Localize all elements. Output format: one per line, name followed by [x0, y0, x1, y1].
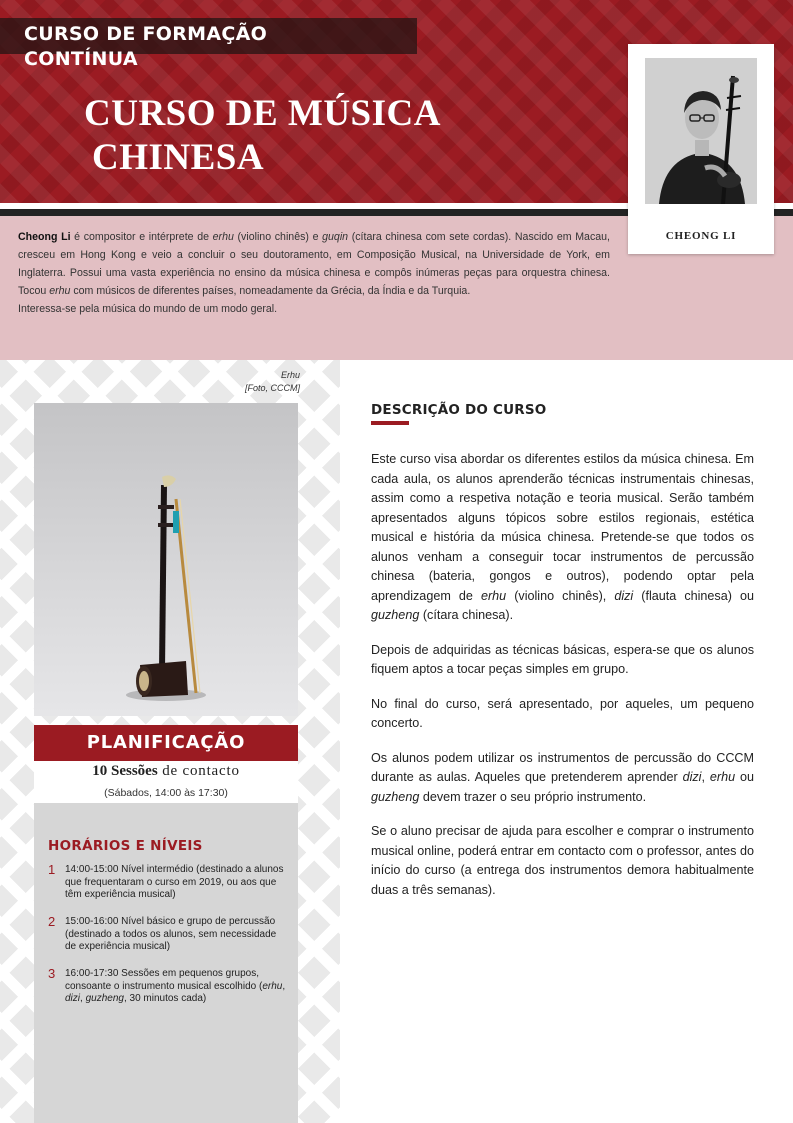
level-number: 1 [48, 862, 56, 877]
level-text-part: 16:00-17:30 Sessões em pequenos grupos, consoante o instrumento musical escolhido ( [65, 968, 263, 992]
description-title: DESCRIÇÃO DO CURSO [371, 402, 547, 418]
desc-term-dizi: dizi [614, 588, 634, 603]
planning-title: PLANIFICAÇÃO [34, 725, 298, 761]
bio-text-1: é compositor e intérprete de [70, 231, 213, 243]
level-sep: , [282, 980, 286, 992]
course-description [371, 450, 754, 915]
level-number: 2 [48, 914, 56, 929]
photo-caption [190, 369, 300, 395]
level-term-erhu: erhu [262, 980, 283, 992]
desc-text: Os alunos podem utilizar os instrumentos de percussão do CCCM durante as aulas. Aqueles que pretenderem aprender [371, 750, 754, 784]
desc-text: (flauta chinesa) ou [633, 588, 754, 603]
desc-term-erhu: erhu [709, 770, 736, 784]
bio-text-2: (violino chinês) e [233, 231, 323, 243]
description-paragraph: No final do curso, será apresentado, por aqueles, um pequeno concerto. [371, 696, 754, 730]
bio-term-erhu-2: erhu [49, 285, 71, 297]
level-text-part: , 30 minutos cada) [123, 993, 207, 1004]
level-term-guzheng: guzheng [85, 993, 124, 1004]
desc-term-dizi: dizi [682, 770, 702, 784]
description-paragraph [371, 749, 754, 808]
description-paragraph [371, 450, 754, 626]
level-number: 3 [48, 966, 56, 981]
bio-text-3: (cítara chinesa com sete cordas). Nascido em Macau, cresceu em Hong Kong e veio a concluir o seu doutoramento, em Composição Musical, na Universidade de York, em Inglaterra. Possui uma vasta experiência no ensino da música chinesa e compôs inúmeras peças para orquestra chinesa. Tocou [18, 231, 610, 297]
description-paragraph: Depois de adquiridas as técnicas básicas, espera-se que os alunos fiquem aptos a tocar peças simples em grupo. [371, 642, 754, 676]
sessions-count [34, 762, 298, 780]
portrait-illustration [645, 58, 757, 204]
caption-credit: [Foto, CCCM] [244, 383, 300, 393]
desc-text: devem trazer o seu próprio instrumento. [419, 789, 647, 804]
bio-paragraph [18, 228, 610, 300]
description-title-underline [371, 421, 409, 425]
desc-text: , [701, 770, 710, 784]
caption-title: Erhu [280, 370, 300, 380]
teacher-portrait-photo [645, 58, 757, 204]
level-text: 14:00-15:00 Nível intermédio (destinado a alunos que frequentaram o curso em 2019, ou aos que têm experiência musical) [65, 864, 284, 900]
teacher-bio [18, 228, 610, 318]
sessions-label: de contacto [157, 763, 240, 779]
erhu-photo [34, 403, 298, 716]
course-kicker [24, 22, 354, 72]
desc-term-guzheng: guzheng [371, 789, 420, 804]
description-paragraph: Se o aluno precisar de ajuda para escolher e comprar o instrumento musical online, poderá entrar em contacto com o professor, antes do início do curso (a entrega dos instrumentos demora habitualmente duas a três semanas). [371, 824, 754, 897]
level-term-dizi: dizi [65, 993, 81, 1004]
bio-term-guqin: guqin [322, 231, 349, 243]
levels-title: HORÁRIOS E NÍVEIS [48, 838, 203, 854]
title-line-1: CURSO DE MÚSICA [84, 93, 441, 134]
bio-name: Cheong Li [18, 231, 71, 243]
title-line-2: CHINESA [92, 137, 265, 178]
sessions-number: 10 Sessões [92, 763, 158, 779]
bio-term-erhu: erhu [212, 231, 234, 243]
level-text [65, 968, 287, 1006]
erhu-illustration [34, 403, 298, 716]
desc-text: (violino chinês), [506, 588, 615, 603]
desc-text: (cítara chinesa). [419, 608, 514, 622]
bio-text-4: com músicos de diferentes países, nomeadamente da Grécia, da Índia e da Turquia. [70, 285, 471, 297]
desc-text: ou [735, 770, 755, 784]
level-text: 15:00-16:00 Nível básico e grupo de percussão (destinado a todos os alunos, sem necessidade de experiência musical) [65, 916, 277, 952]
sessions-schedule: (Sábados, 14:00 às 17:30) [104, 787, 228, 799]
kicker-line-2: CONTÍNUA [24, 48, 138, 70]
bio-interest: Interessa-se pela música do mundo de um modo geral. [18, 303, 278, 315]
kicker-line-1: CURSO DE FORMAÇÃO [24, 23, 268, 45]
course-title [84, 92, 504, 180]
portrait-name: CHEONG LI [665, 230, 737, 242]
level-sep: , [80, 993, 86, 1004]
desc-term-guzheng: guzheng [371, 608, 420, 622]
desc-text: Este curso visa abordar os diferentes estilos da música chinesa. Em cada aula, os alunos aprenderão técnicas instrumentais chinesas, assim como a respetiva notação e teoria musical. Serão também apresentados alguns tópicos sobre estilos regionais, estética musical e história da música chinesa. Pretende-se que todos os alunos venham a conseguir tocar instrumentos de percussão chinesa (bateria, gongos e outros), podendo optar pela aprendizagem de [371, 452, 754, 603]
desc-term-erhu: erhu [480, 588, 507, 603]
